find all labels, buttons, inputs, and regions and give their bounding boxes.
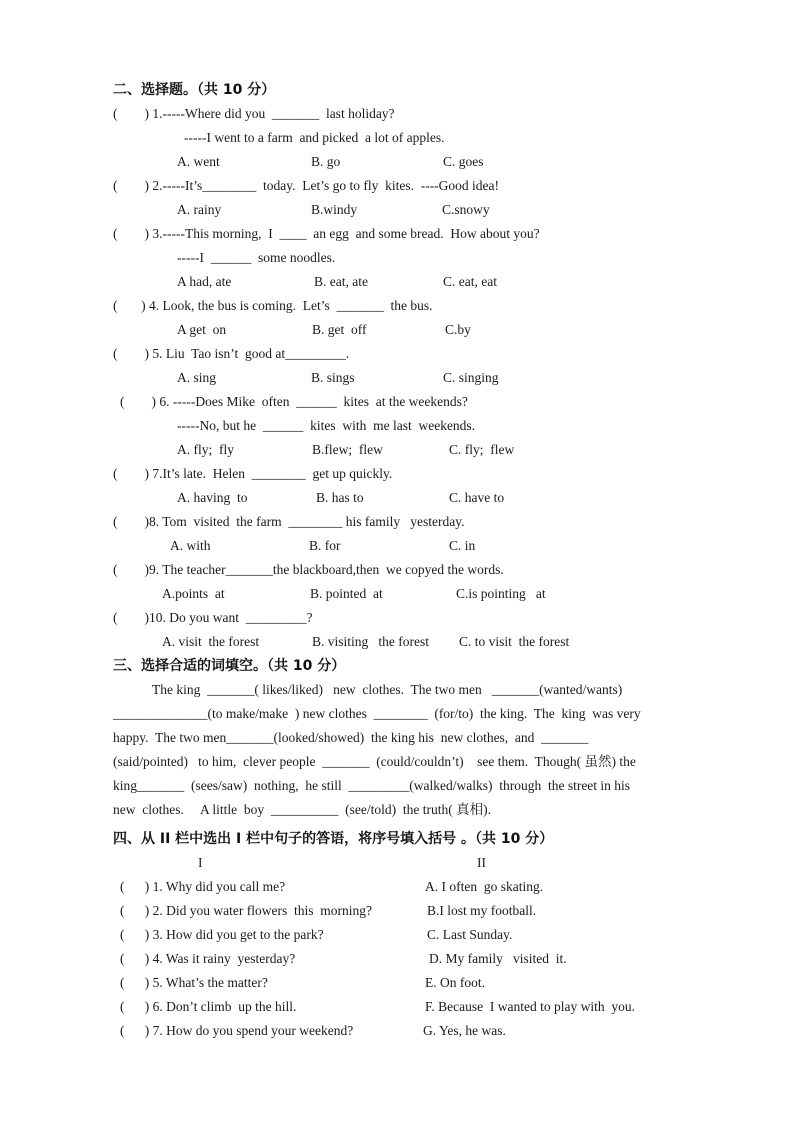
q2-option-b: B.windy — [311, 202, 358, 217]
match-question-1: ( ) 1. Why did you call me? — [120, 879, 286, 894]
question-7: ( ) 7.It’s late. Helen ________ get up quickly. — [113, 466, 393, 481]
match-question-5: ( ) 5. What’s the matter? — [120, 975, 268, 990]
match-question-6: ( ) 6. Don’t climb up the hill. — [120, 999, 297, 1014]
match-answer-a: A. I often go skating. — [425, 879, 544, 894]
column-1-header: I — [198, 855, 203, 870]
q1-option-c: C. goes — [443, 154, 484, 169]
q3-option-b: B. eat, ate — [314, 274, 368, 289]
q6-option-b: B.flew; flew — [312, 442, 383, 457]
match-answer-c: C. Last Sunday. — [427, 927, 513, 942]
question-2: ( ) 2.-----It’s________ today. Let’s go to fly kites. ----Good idea! — [113, 178, 500, 193]
cloze-line-1: The king _______( likes/liked) new clothes. The two men _______(wanted/wants) — [152, 682, 623, 697]
question-3: ( ) 3.-----This morning, I ____ an egg and some bread. How about you? — [113, 226, 540, 241]
q2-option-a: A. rainy — [177, 202, 222, 217]
question-5: ( ) 5. Liu Tao isn’t good at_________. — [113, 346, 350, 361]
q7-option-b: B. has to — [316, 490, 364, 505]
q1-option-b: B. go — [311, 154, 341, 169]
q6-option-c: C. fly; flew — [449, 442, 515, 457]
question-1: ( ) 1.-----Where did you _______ last holiday? — [113, 106, 395, 121]
question-9: ( )9. The teacher_______the blackboard,then we copyed the words. — [113, 562, 504, 577]
match-answer-b: B.I lost my football. — [427, 903, 537, 918]
q10-option-c: C. to visit the forest — [459, 634, 570, 649]
q4-option-c: C.by — [445, 322, 471, 337]
question-4: ( ) 4. Look, the bus is coming. Let’s _______ the bus. — [113, 298, 433, 313]
question-6-line-2: -----No, but he ______ kites with me last weekends. — [177, 418, 476, 433]
question-10: ( )10. Do you want _________? — [113, 610, 313, 625]
q8-option-b: B. for — [309, 538, 341, 553]
question-1-line-2: -----I went to a farm and picked a lot of apples. — [184, 130, 445, 145]
q9-option-b: B. pointed at — [310, 586, 383, 601]
q2-option-c: C.snowy — [442, 202, 490, 217]
cloze-line-6: new clothes. A little boy __________ (see/told) the truth( 真相). — [113, 802, 491, 817]
q6-option-a: A. fly; fly — [177, 442, 234, 457]
q5-option-a: A. sing — [177, 370, 217, 385]
q8-option-c: C. in — [449, 538, 476, 553]
q4-option-a: A get on — [177, 322, 227, 337]
q8-option-a: A. with — [170, 538, 211, 553]
q5-option-c: C. singing — [443, 370, 499, 385]
q7-option-a: A. having to — [177, 490, 248, 505]
match-question-2: ( ) 2. Did you water flowers this morning? — [120, 903, 372, 918]
question-3-line-2: -----I ______ some noodles. — [177, 250, 336, 265]
q5-option-b: B. sings — [311, 370, 355, 385]
cloze-line-2: ______________(to make/make ) new clothes ________ (for/to) the king. The king was very — [113, 706, 641, 721]
q10-option-b: B. visiting the forest — [312, 634, 429, 649]
match-answer-d: D. My family visited it. — [429, 951, 567, 966]
column-2-header: II — [477, 855, 486, 870]
section-2-title: 二、选择题。（共 10 分） — [113, 82, 276, 98]
match-answer-g: G. Yes, he was. — [423, 1023, 506, 1038]
section-4-title: 四、从 II 栏中选出 I 栏中句子的答语，将序号填入括号 。（共 10 分） — [113, 831, 554, 847]
match-question-4: ( ) 4. Was it rainy yesterday? — [120, 951, 296, 966]
question-6: ( ) 6. -----Does Mike often ______ kites at the weekends? — [120, 394, 468, 409]
q1-option-a: A. went — [177, 154, 220, 169]
cloze-line-4: (said/pointed) to him, clever people _______ (could/couldn’t) see them. Though( 虽然) the — [113, 754, 636, 769]
q9-option-c: C.is pointing at — [456, 586, 546, 601]
match-question-7: ( ) 7. How do you spend your weekend? — [120, 1023, 354, 1038]
q9-option-a: A.points at — [162, 586, 225, 601]
match-question-3: ( ) 3. How did you get to the park? — [120, 927, 324, 942]
q4-option-b: B. get off — [312, 322, 367, 337]
question-8: ( )8. Tom visited the farm ________ his family yesterday. — [113, 514, 465, 529]
q10-option-a: A. visit the forest — [162, 634, 260, 649]
q3-option-c: C. eat, eat — [443, 274, 497, 289]
section-3-title: 三、选择合适的词填空。（共 10 分） — [113, 658, 346, 674]
match-answer-f: F. Because I wanted to play with you. — [425, 999, 636, 1014]
cloze-line-5: king_______ (sees/saw) nothing, he still _________(walked/walks) through the street in his — [113, 778, 631, 793]
q3-option-a: A had, ate — [177, 274, 232, 289]
q7-option-c: C. have to — [449, 490, 505, 505]
match-answer-e: E. On foot. — [425, 975, 485, 990]
cloze-line-3: happy. The two men_______(looked/showed) the king his new clothes, and _______ — [113, 730, 589, 745]
